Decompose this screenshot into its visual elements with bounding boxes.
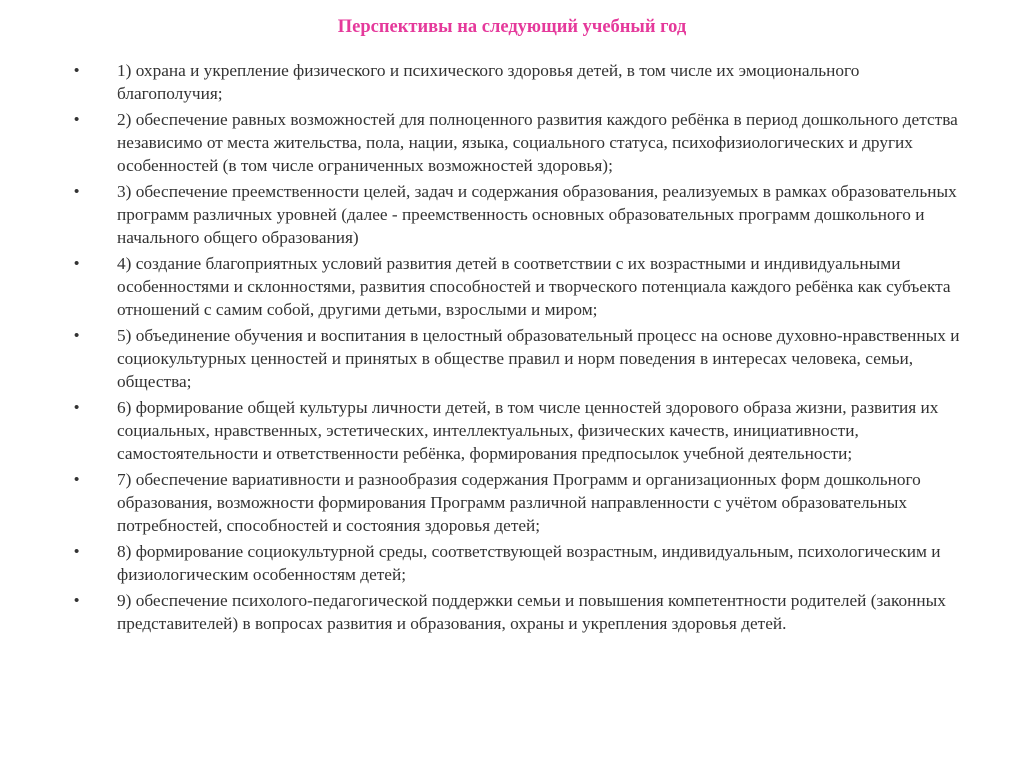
list-item (0, 397, 1024, 466)
list-item (0, 325, 1024, 394)
list-item (0, 181, 1024, 250)
bullet-icon: • (74, 111, 80, 129)
bullet-icon: • (74, 183, 80, 201)
list-item-text: 6) формирование общей культуры личности детей, в том числе ценностей здорового образа жизни, развития их социальных, нравственных, эстетических, интеллектуальных, физических качеств, инициативности, самостоятельности и ответственности ребёнка, формирования предпосылок учебной деятельности; (117, 398, 939, 463)
list-item (0, 590, 1024, 636)
list-item (0, 60, 1024, 106)
list-item (0, 541, 1024, 587)
list-item (0, 109, 1024, 178)
bullet-icon: • (74, 399, 80, 417)
bullet-icon: • (74, 62, 80, 79)
list-item (0, 469, 1024, 538)
list-item-text: 2) обеспечение равных возможностей для полноценного развития каждого ребёнка в период дошкольного детства независимо от места жительства, пола, нации, языка, социального статуса, психофизиологических и других особенностей (в том числе ограниченных возможностей здоровья); (117, 110, 958, 175)
list-item-text: 3) обеспечение преемственности целей, задач и содержания образования, реализуемых в рамках образовательных программ различных уровней (далее - преемственность основных образовательных программ дошкольного и начального общего образования) (117, 182, 957, 247)
list-item-text: 7) обеспечение вариативности и разнообразия содержания Программ и организационных форм дошкольного образования, возможности формирования Программ различной направленности с учётом образовательных потребностей, способностей и состояния здоровья детей; (117, 470, 921, 535)
list-item-text: 4) создание благоприятных условий развития детей в соответствии с их возрастными и индивидуальными особенностями и склонностями, развития способностей и творческого потенциала каждого ребёнка как субъекта отношений с самим собой, другими детьми, взрослыми и миром; (117, 254, 951, 319)
list-item-text: 9) обеспечение психолого-педагогической поддержки семьи и повышения компетентности родителей (законных представителей) в вопросах развития и образования, охраны и укрепления здоровья детей. (117, 591, 946, 634)
list-item-text: 5) объединение обучения и воспитания в целостный образовательный процесс на основе духовно-нравственных и социокультурных ценностей и принятых в обществе правил и норм поведения в интересах человека, семьи, общества; (117, 326, 960, 391)
list-item-text: 8) формирование социокультурной среды, соответствующей возрастным, индивидуальным, психологическим и физиологическим особенностям детей; (117, 542, 941, 585)
bullet-icon: • (74, 255, 80, 273)
bullet-icon: • (74, 471, 80, 489)
bullet-icon: • (74, 592, 80, 610)
bullet-icon: • (74, 327, 80, 345)
list-item (0, 253, 1024, 322)
perspectives-list (0, 60, 1024, 639)
page-title: Перспективы на следующий учебный год (337, 17, 687, 37)
bullet-icon: • (74, 543, 80, 561)
list-item-text: 1) охрана и укрепление физического и психического здоровья детей, в том числе их эмоционального благополучия; (117, 61, 860, 103)
